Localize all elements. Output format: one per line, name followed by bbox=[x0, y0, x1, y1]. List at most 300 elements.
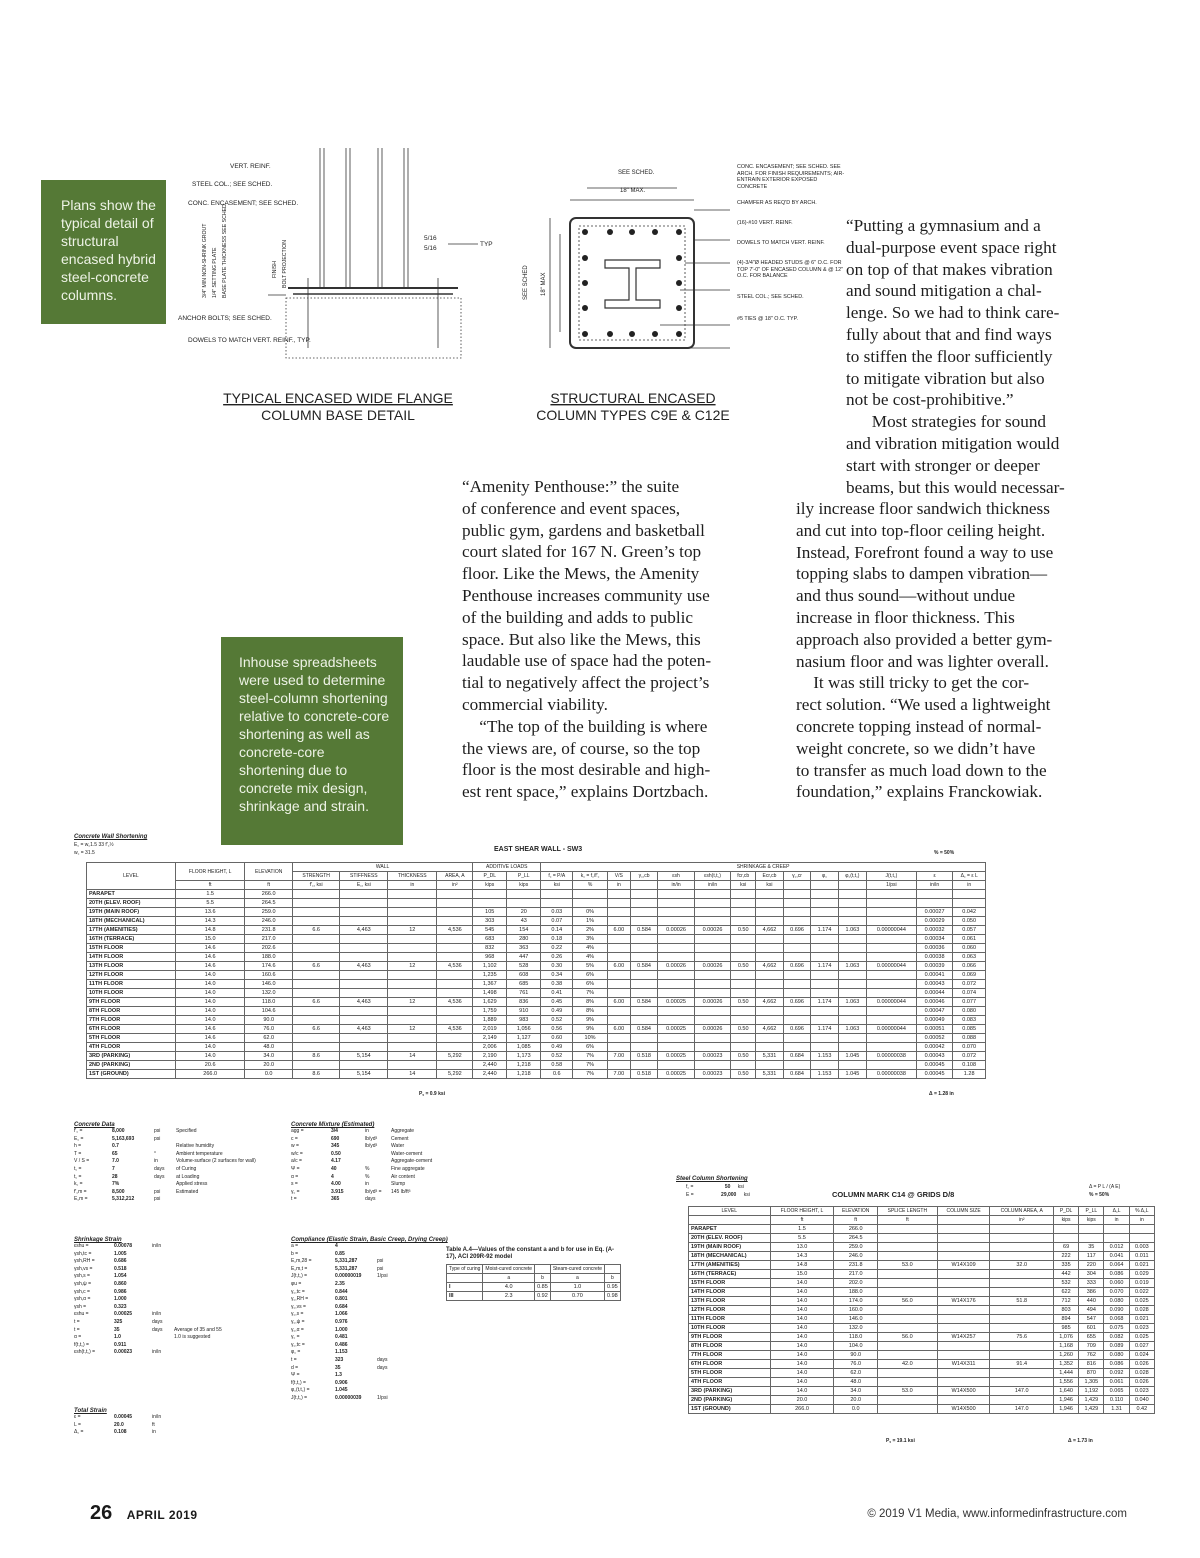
value-cell bbox=[658, 908, 694, 917]
wall-unit-20: 1/psi bbox=[866, 881, 916, 890]
value-cell: 1,640 bbox=[1053, 1387, 1078, 1396]
wall-unit-2: ft bbox=[245, 881, 292, 890]
data-row bbox=[291, 1128, 471, 1136]
label-see-sched-top: SEE SCHED. bbox=[618, 170, 655, 176]
data-row bbox=[74, 1143, 296, 1151]
data-cell: 5,163,693 bbox=[112, 1135, 135, 1142]
value-cell: W14X109 bbox=[937, 1261, 990, 1270]
value-cell: 494 bbox=[1079, 1306, 1104, 1315]
column-unit-2: ft bbox=[834, 1216, 877, 1225]
value-cell bbox=[756, 935, 784, 944]
label-grout: 3/4" MIN NON-SHRINK GROUT bbox=[202, 223, 208, 298]
a4-col-0: Type of curing bbox=[447, 1265, 483, 1274]
data-cell: 5,331,287 bbox=[335, 1258, 358, 1265]
wall-unit-3: f'꜀, ksi bbox=[292, 881, 340, 890]
value-cell: 1.045 bbox=[838, 1070, 866, 1079]
value-cell bbox=[783, 1034, 811, 1043]
article-line: the views are, of course, so the top bbox=[462, 738, 701, 758]
value-cell: 8% bbox=[573, 1007, 607, 1016]
data-cell: 0.911 bbox=[114, 1341, 127, 1348]
value-cell bbox=[292, 1007, 340, 1016]
value-cell: 0.00044 bbox=[916, 989, 952, 998]
data-row bbox=[74, 1128, 296, 1136]
table-row bbox=[689, 1225, 1155, 1234]
value-cell bbox=[630, 989, 658, 998]
value-cell: 1,498 bbox=[473, 989, 507, 998]
value-cell bbox=[731, 1043, 756, 1052]
data-cell: days bbox=[154, 1173, 165, 1180]
wall-col-21: ε bbox=[916, 872, 952, 881]
column-col-3: SPLICE LENGTH bbox=[877, 1207, 937, 1216]
data-cell: t꜀ = bbox=[74, 1173, 82, 1180]
value-cell bbox=[838, 1061, 866, 1070]
value-cell: 264.5 bbox=[834, 1234, 877, 1243]
column-percent: % = 50% bbox=[1089, 1192, 1110, 1198]
value-cell bbox=[937, 1252, 990, 1261]
value-cell: 1.174 bbox=[811, 962, 839, 971]
value-cell: 154 bbox=[507, 926, 541, 935]
data-cell: γ꜀,s = bbox=[291, 1311, 304, 1318]
value-cell bbox=[756, 1061, 784, 1070]
value-cell: 0.52 bbox=[541, 1052, 573, 1061]
value-cell bbox=[866, 908, 916, 917]
data-cell: 345 bbox=[331, 1143, 340, 1150]
value-cell bbox=[292, 899, 340, 908]
value-cell: 1,056 bbox=[507, 1025, 541, 1034]
data-cell: 5,331,287 bbox=[335, 1265, 358, 1272]
value-cell: 0.070 bbox=[953, 1043, 986, 1052]
value-cell bbox=[658, 980, 694, 989]
value-cell bbox=[292, 1061, 340, 1070]
value-cell: 20.0 bbox=[834, 1396, 877, 1405]
value-cell bbox=[340, 899, 388, 908]
value-cell: 0.0 bbox=[834, 1405, 877, 1414]
data-cell: w = bbox=[291, 1143, 299, 1150]
value-cell bbox=[877, 1324, 937, 1333]
data-row bbox=[74, 1181, 296, 1189]
value-cell: 0.07 bbox=[541, 917, 573, 926]
level-cell: PARAPET bbox=[87, 890, 176, 899]
data-cell: E꜀m = bbox=[74, 1196, 88, 1203]
value-cell bbox=[838, 989, 866, 998]
value-cell bbox=[937, 1270, 990, 1279]
value-cell bbox=[658, 890, 694, 899]
value-cell: 13.0 bbox=[770, 1243, 834, 1252]
value-cell bbox=[877, 1369, 937, 1378]
level-cell: 19TH (MAIN ROOF) bbox=[87, 908, 176, 917]
value-cell bbox=[388, 1007, 437, 1016]
data-cell: Air content bbox=[391, 1173, 415, 1180]
data-cell: t꜀ = bbox=[74, 1165, 82, 1172]
a4-col-1: Moist-cured concrete bbox=[483, 1265, 535, 1274]
column-col-1: FLOOR HEIGHT, L bbox=[770, 1207, 834, 1216]
data-row bbox=[291, 1189, 471, 1197]
value-cell: 0.029 bbox=[1129, 1270, 1154, 1279]
value-cell: 8% bbox=[573, 998, 607, 1007]
data-cell: in/in bbox=[152, 1349, 162, 1356]
value-cell bbox=[292, 908, 340, 917]
section-detail-figure bbox=[515, 160, 850, 428]
data-cell: d = bbox=[291, 1364, 299, 1371]
value-cell bbox=[877, 1243, 937, 1252]
value-cell: 0.684 bbox=[783, 1070, 811, 1079]
label-conc-encasement-detail: CONC. ENCASEMENT; SEE SCHED. SEE ARCH. FOR FINISH REQUIREMENTS; AIR-ENTRAIN EXTERIOR EXPOSED CONCRETE bbox=[737, 164, 845, 190]
value-cell bbox=[811, 1043, 839, 1052]
value-cell: 9% bbox=[573, 1025, 607, 1034]
value-cell bbox=[292, 989, 340, 998]
value-cell: 0.019 bbox=[1129, 1279, 1154, 1288]
value-cell: 0.065 bbox=[1104, 1387, 1129, 1396]
column-fy-unit: ksi bbox=[737, 1184, 744, 1190]
wall-unit-6: in² bbox=[437, 881, 473, 890]
value-cell: 836 bbox=[507, 998, 541, 1007]
value-cell: 188.0 bbox=[834, 1288, 877, 1297]
value-cell: 90.0 bbox=[245, 1016, 292, 1025]
value-cell: 2,019 bbox=[473, 1025, 507, 1034]
data-cell: lb/yd³ bbox=[365, 1135, 378, 1142]
data-cell: psi bbox=[377, 1265, 384, 1272]
value-cell: 53.0 bbox=[877, 1387, 937, 1396]
value-cell: 1,629 bbox=[473, 998, 507, 1007]
value-cell: 6% bbox=[573, 980, 607, 989]
level-cell: 3RD (PARKING) bbox=[87, 1052, 176, 1061]
value-cell bbox=[607, 1007, 630, 1016]
value-cell bbox=[811, 1016, 839, 1025]
table-a4-title: Table A.4—Values of the constant a and b for use in Eq. (A-17), ACI 209R-92 model bbox=[446, 1247, 615, 1260]
level-cell: 18TH (MECHANICAL) bbox=[689, 1252, 771, 1261]
value-cell: 1.174 bbox=[811, 998, 839, 1007]
value-cell: 5,331 bbox=[756, 1052, 784, 1061]
compliance-title: Compliance (Elastic Strain, Basic Creep, Drying Creep) bbox=[291, 1237, 448, 1243]
wall-unit-18 bbox=[811, 881, 839, 890]
a4-sub-0 bbox=[447, 1274, 483, 1283]
value-cell bbox=[990, 1324, 1054, 1333]
value-cell bbox=[731, 980, 756, 989]
value-cell: 0.00025 bbox=[658, 1052, 694, 1061]
value-cell: 104.0 bbox=[834, 1342, 877, 1351]
value-cell: 90.0 bbox=[834, 1351, 877, 1360]
value-cell: 14.6 bbox=[175, 1025, 245, 1034]
value-cell: 246.0 bbox=[245, 917, 292, 926]
article-line: topping slabs to dampen vibration— bbox=[796, 564, 1048, 584]
issue-date: APRIL 2019 bbox=[126, 1508, 198, 1522]
value-cell bbox=[811, 980, 839, 989]
value-cell: 160.6 bbox=[245, 971, 292, 980]
value-cell: 0.518 bbox=[630, 1052, 658, 1061]
value-cell bbox=[607, 944, 630, 953]
data-cell: εshu = bbox=[74, 1243, 89, 1249]
value-cell: 0.092 bbox=[1104, 1369, 1129, 1378]
value-cell: 0.34 bbox=[541, 971, 573, 980]
value-cell bbox=[437, 899, 473, 908]
value-cell bbox=[937, 1369, 990, 1378]
data-cell: ° bbox=[154, 1150, 156, 1157]
data-cell: agg = bbox=[291, 1128, 304, 1134]
value-cell: 0.080 bbox=[1104, 1351, 1129, 1360]
value-cell: 0.584 bbox=[630, 962, 658, 971]
value-cell bbox=[866, 989, 916, 998]
value-cell: 69 bbox=[1053, 1243, 1078, 1252]
value-cell: 0.050 bbox=[953, 917, 986, 926]
wall-formula: E꜀ = w꜀1.5 33 f'꜀½ bbox=[74, 842, 114, 848]
value-cell bbox=[630, 953, 658, 962]
value-cell bbox=[607, 953, 630, 962]
article-line: of the building and adds to public bbox=[462, 607, 694, 627]
value-cell bbox=[292, 935, 340, 944]
value-cell bbox=[437, 944, 473, 953]
value-cell: 266.0 bbox=[834, 1225, 877, 1234]
value-cell: 6.6 bbox=[292, 1025, 340, 1034]
data-cell: w/c = bbox=[291, 1150, 303, 1157]
column-fy-label: f꜀ = bbox=[686, 1184, 694, 1190]
data-cell: t = bbox=[291, 1196, 297, 1203]
data-cell: 4.17 bbox=[331, 1158, 341, 1165]
value-cell: 0.85 bbox=[535, 1283, 551, 1292]
level-cell: 2ND (PARKING) bbox=[87, 1061, 176, 1070]
value-cell bbox=[838, 971, 866, 980]
value-cell: 6.6 bbox=[292, 962, 340, 971]
value-cell: 0.00026 bbox=[658, 962, 694, 971]
value-cell bbox=[388, 953, 437, 962]
article-line: court slated for 167 N. Green’s top bbox=[462, 542, 702, 562]
data-row bbox=[291, 1372, 448, 1380]
value-cell: 0.584 bbox=[630, 1025, 658, 1034]
data-cell: days bbox=[377, 1364, 388, 1371]
data-cell: 0.684 bbox=[335, 1303, 348, 1310]
value-cell: 62.0 bbox=[834, 1369, 877, 1378]
level-cell: 6TH FLOOR bbox=[689, 1360, 771, 1369]
value-cell: 14.0 bbox=[770, 1360, 834, 1369]
value-cell bbox=[1053, 1225, 1078, 1234]
value-cell: 304 bbox=[1079, 1270, 1104, 1279]
value-cell: 7.00 bbox=[607, 1052, 630, 1061]
data-cell: γ꜀,α = bbox=[291, 1326, 304, 1333]
value-cell: 0.086 bbox=[1104, 1360, 1129, 1369]
value-cell bbox=[607, 1016, 630, 1025]
data-cell: 1.0 is suggested bbox=[174, 1334, 211, 1341]
value-cell: 0.56 bbox=[541, 1025, 573, 1034]
data-cell: t = bbox=[74, 1318, 80, 1325]
data-cell: γ꜀,vs = bbox=[291, 1303, 306, 1310]
value-cell: 0.00029 bbox=[916, 917, 952, 926]
value-cell bbox=[437, 1043, 473, 1052]
data-row bbox=[291, 1166, 471, 1174]
value-cell bbox=[937, 1225, 990, 1234]
value-cell bbox=[658, 1061, 694, 1070]
value-cell bbox=[756, 1043, 784, 1052]
value-cell bbox=[694, 944, 730, 953]
column-e-unit: ksi bbox=[743, 1192, 750, 1198]
data-cell: γ꜀,RH = bbox=[291, 1296, 309, 1303]
column-shortening-sheet bbox=[676, 1176, 1158, 1444]
data-cell: γ꜀,tc = bbox=[291, 1288, 305, 1295]
value-cell: 0.696 bbox=[783, 926, 811, 935]
table-row bbox=[87, 1043, 986, 1052]
value-cell bbox=[658, 944, 694, 953]
wall-col-10: k꜀ = f꜀/f'꜀ bbox=[573, 872, 607, 881]
data-cell: 0.50 bbox=[331, 1150, 341, 1157]
data-cell: 0.518 bbox=[114, 1265, 127, 1272]
value-cell: 14.0 bbox=[175, 998, 245, 1007]
wall-col-5: THICKNESS bbox=[388, 872, 437, 881]
value-cell: 0.026 bbox=[1129, 1378, 1154, 1387]
value-cell bbox=[866, 1061, 916, 1070]
value-cell: 0.00038 bbox=[916, 953, 952, 962]
column-unit-5: in² bbox=[990, 1216, 1054, 1225]
data-cell: 0.686 bbox=[114, 1258, 127, 1265]
value-cell: 1,085 bbox=[507, 1043, 541, 1052]
value-cell: 0.00000044 bbox=[866, 962, 916, 971]
value-cell bbox=[756, 971, 784, 980]
value-cell bbox=[990, 1306, 1054, 1315]
value-cell: 0% bbox=[573, 908, 607, 917]
value-cell bbox=[437, 935, 473, 944]
value-cell: 20.0 bbox=[245, 1061, 292, 1070]
value-cell: 12 bbox=[388, 1025, 437, 1034]
value-cell: 0.00025 bbox=[658, 1025, 694, 1034]
table-row bbox=[87, 962, 986, 971]
value-cell bbox=[437, 917, 473, 926]
data-cell: 0.860 bbox=[114, 1280, 127, 1287]
level-cell: 4TH FLOOR bbox=[689, 1378, 771, 1387]
value-cell bbox=[658, 1007, 694, 1016]
value-cell: 2,149 bbox=[473, 1034, 507, 1043]
compliance-block bbox=[291, 1237, 448, 1402]
table-row bbox=[689, 1261, 1155, 1270]
value-cell: 0.70 bbox=[550, 1292, 604, 1301]
value-cell: 5,292 bbox=[437, 1070, 473, 1079]
table-row bbox=[689, 1288, 1155, 1297]
value-cell: 76.0 bbox=[834, 1360, 877, 1369]
data-cell: t = bbox=[291, 1356, 297, 1363]
value-cell bbox=[340, 890, 388, 899]
value-cell bbox=[877, 1270, 937, 1279]
label-dowels: DOWELS TO MATCH VERT. REINF., TYP. bbox=[188, 337, 311, 344]
value-cell: 0.30 bbox=[541, 962, 573, 971]
value-cell: 14.0 bbox=[175, 971, 245, 980]
level-cell: PARAPET bbox=[689, 1225, 771, 1234]
data-cell: 365 bbox=[331, 1196, 340, 1203]
wall-unit-21: in/in bbox=[916, 881, 952, 890]
value-cell: 76.0 bbox=[245, 1025, 292, 1034]
value-cell: 447 bbox=[507, 953, 541, 962]
data-row bbox=[291, 1151, 471, 1159]
column-col-4: COLUMN SIZE bbox=[937, 1207, 990, 1216]
data-cell: f(t,t꜀) = bbox=[74, 1341, 89, 1348]
value-cell: 14.6 bbox=[175, 953, 245, 962]
table-row bbox=[87, 998, 986, 1007]
data-cell: γsh,c = bbox=[74, 1288, 90, 1295]
article-line: beams, but this would necessar- bbox=[846, 477, 1065, 497]
value-cell bbox=[783, 908, 811, 917]
value-cell bbox=[877, 1288, 937, 1297]
value-cell: 14.0 bbox=[175, 989, 245, 998]
level-cell: 12TH FLOOR bbox=[689, 1306, 771, 1315]
value-cell: 8.6 bbox=[292, 1052, 340, 1061]
value-cell: 2,190 bbox=[473, 1052, 507, 1061]
data-cell: 0.481 bbox=[335, 1334, 348, 1341]
value-cell bbox=[473, 899, 507, 908]
value-cell bbox=[658, 899, 694, 908]
value-cell: 0.023 bbox=[1129, 1324, 1154, 1333]
value-cell: 259.0 bbox=[834, 1243, 877, 1252]
data-row bbox=[291, 1327, 448, 1335]
value-cell bbox=[694, 1043, 730, 1052]
wall-group-shrink: SHRINKAGE & CREEP bbox=[541, 863, 986, 872]
level-cell: 16TH (TERRACE) bbox=[87, 935, 176, 944]
level-cell: 19TH (MAIN ROOF) bbox=[689, 1243, 771, 1252]
data-cell: 325 bbox=[114, 1318, 123, 1325]
value-cell bbox=[937, 1396, 990, 1405]
data-row bbox=[291, 1258, 448, 1266]
value-cell bbox=[990, 1342, 1054, 1351]
data-cell: 40 bbox=[331, 1165, 337, 1172]
value-cell: 14.0 bbox=[175, 1016, 245, 1025]
level-cell: 8TH FLOOR bbox=[689, 1342, 771, 1351]
data-cell: φ꜀ = bbox=[291, 1349, 301, 1356]
value-cell: 1,429 bbox=[1079, 1405, 1104, 1414]
data-cell: % bbox=[365, 1165, 370, 1172]
wall-col-12: γ꜀,cb bbox=[630, 872, 658, 881]
wall-col-level: LEVEL bbox=[87, 863, 176, 890]
value-cell: 222 bbox=[1053, 1252, 1078, 1261]
value-cell bbox=[937, 1234, 990, 1243]
column-col-2: ELEVATION bbox=[834, 1207, 877, 1216]
value-cell: 335 bbox=[1053, 1261, 1078, 1270]
value-cell: 683 bbox=[473, 935, 507, 944]
value-cell bbox=[473, 890, 507, 899]
value-cell bbox=[866, 971, 916, 980]
value-cell: 4,463 bbox=[340, 926, 388, 935]
value-cell: 0.00026 bbox=[694, 998, 730, 1007]
value-cell: 12 bbox=[388, 926, 437, 935]
value-cell: 14 bbox=[388, 1052, 437, 1061]
data-cell: 5,312,212 bbox=[112, 1196, 135, 1203]
data-cell: 1.0 bbox=[114, 1334, 121, 1341]
value-cell bbox=[694, 917, 730, 926]
data-cell: c = bbox=[291, 1135, 298, 1142]
value-cell bbox=[937, 1342, 990, 1351]
data-row bbox=[74, 1304, 264, 1312]
data-cell: 1.153 bbox=[335, 1349, 348, 1356]
article-line: est rent space,” explains Dortzbach. bbox=[462, 782, 709, 802]
value-cell: 147.0 bbox=[990, 1405, 1054, 1414]
data-row bbox=[74, 1349, 264, 1357]
level-cell: 2ND (PARKING) bbox=[689, 1396, 771, 1405]
value-cell bbox=[937, 1315, 990, 1324]
page-footer-left bbox=[90, 1502, 198, 1525]
value-cell bbox=[811, 1034, 839, 1043]
value-cell bbox=[607, 890, 630, 899]
data-row bbox=[74, 1311, 264, 1319]
value-cell: 13.6 bbox=[175, 908, 245, 917]
value-cell: 7% bbox=[573, 1070, 607, 1079]
value-cell: 1.063 bbox=[838, 1025, 866, 1034]
value-cell: 14.8 bbox=[175, 926, 245, 935]
data-cell: J(t,t꜀) = bbox=[291, 1273, 308, 1280]
data-cell: Volume-surface (2 surfaces for wall) bbox=[176, 1158, 256, 1165]
data-cell: Average of 35 and 55 bbox=[174, 1326, 222, 1333]
value-cell bbox=[340, 953, 388, 962]
table-row bbox=[689, 1378, 1155, 1387]
table-row bbox=[689, 1342, 1155, 1351]
data-cell: 0.7 bbox=[112, 1143, 119, 1150]
value-cell: 14.6 bbox=[175, 962, 245, 971]
value-cell: 75.6 bbox=[990, 1333, 1054, 1342]
value-cell bbox=[838, 899, 866, 908]
value-cell bbox=[694, 1034, 730, 1043]
wall-unit-12 bbox=[630, 881, 658, 890]
